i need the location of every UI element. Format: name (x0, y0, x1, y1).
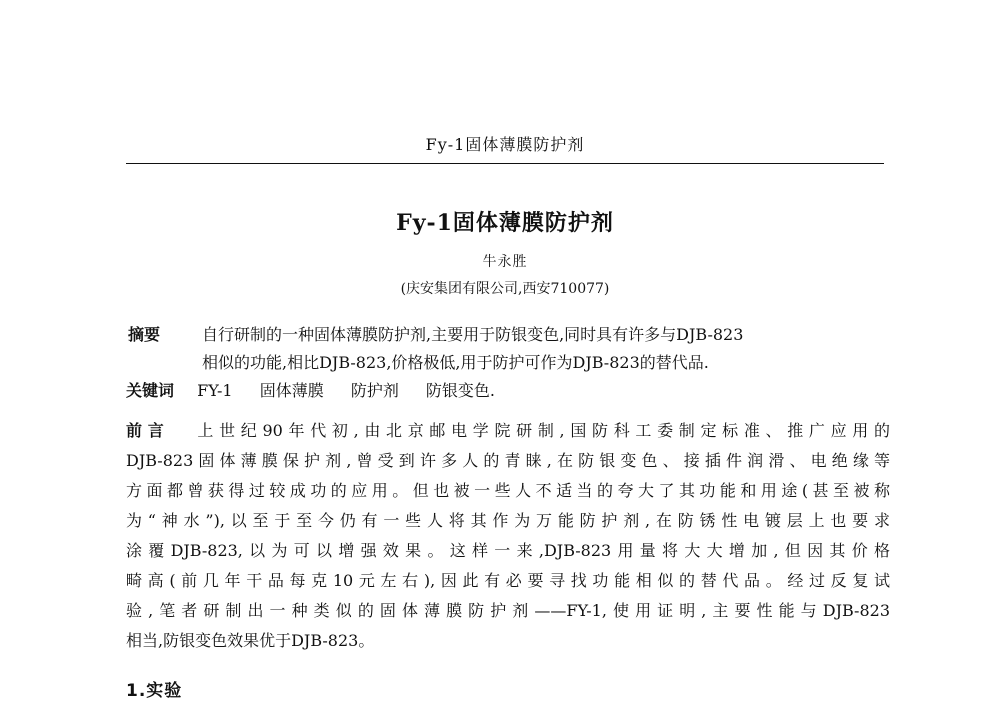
section-heading: 1.实验 (126, 681, 183, 701)
article-affiliation: (庆安集团有限公司,西安710077) (400, 281, 610, 297)
intro-label: 前言 (126, 421, 170, 440)
keyword-item: 防银变色. (425, 381, 496, 400)
keyword-item: 防护剂 (350, 381, 399, 400)
abstract-text-1: 自行研制的一种固体薄膜防护剂,主要用于防银变色,同时具有许多与DJB-823 (202, 325, 744, 344)
intro-line (126, 416, 890, 446)
keyword-item: FY-1 (197, 381, 233, 400)
intro-line: 为“神水”),以至于至今仍有一些人将其作为万能防护剂,在防锈性电镀层上也要求 (126, 511, 890, 530)
intro-text: 上世纪90年代初,由北京邮电学院研制,国防科工委制定标准、推广应用的 (197, 421, 890, 440)
intro-line: 相当,防银变色效果优于DJB-823。 (126, 631, 375, 650)
abstract (128, 321, 888, 377)
introduction (126, 416, 890, 656)
keywords-label: 关键词 (126, 381, 175, 400)
intro-line: 方面都曾获得过较成功的应用。但也被一些人不适当的夸大了其功能和用途(甚至被称 (126, 481, 890, 500)
header-rule (126, 163, 884, 164)
intro-line: 畸高(前几年干品每克10元左右),因此有必要寻找功能相似的替代品。经过反复试 (126, 571, 890, 590)
abstract-text-2: 相似的功能,相比DJB-823,价格极低,用于防护可作为DJB-823的替代品. (202, 353, 709, 372)
abstract-label: 摘要 (128, 325, 161, 344)
keywords (126, 377, 886, 405)
intro-line: 涂覆DJB-823,以为可以增强效果。这样一来,DJB-823用量将大大增加,但因其价格 (126, 541, 890, 560)
keyword-item: 固体薄膜 (259, 381, 324, 400)
article-title: Fy-1固体薄膜防护剂 (396, 210, 614, 236)
intro-line: DJB-823固体薄膜保护剂,曾受到许多人的青睐,在防银变色、接插件润滑、电绝缘等 (126, 451, 890, 470)
intro-line: 验,笔者研制出一种类似的固体薄膜防护剂——FY-1,使用证明,主要性能与DJB-823 (126, 601, 890, 620)
article-author: 牛永胜 (482, 254, 528, 270)
abstract-line-1 (128, 321, 888, 349)
running-header: Fy-1固体薄膜防护剂 (425, 135, 585, 154)
